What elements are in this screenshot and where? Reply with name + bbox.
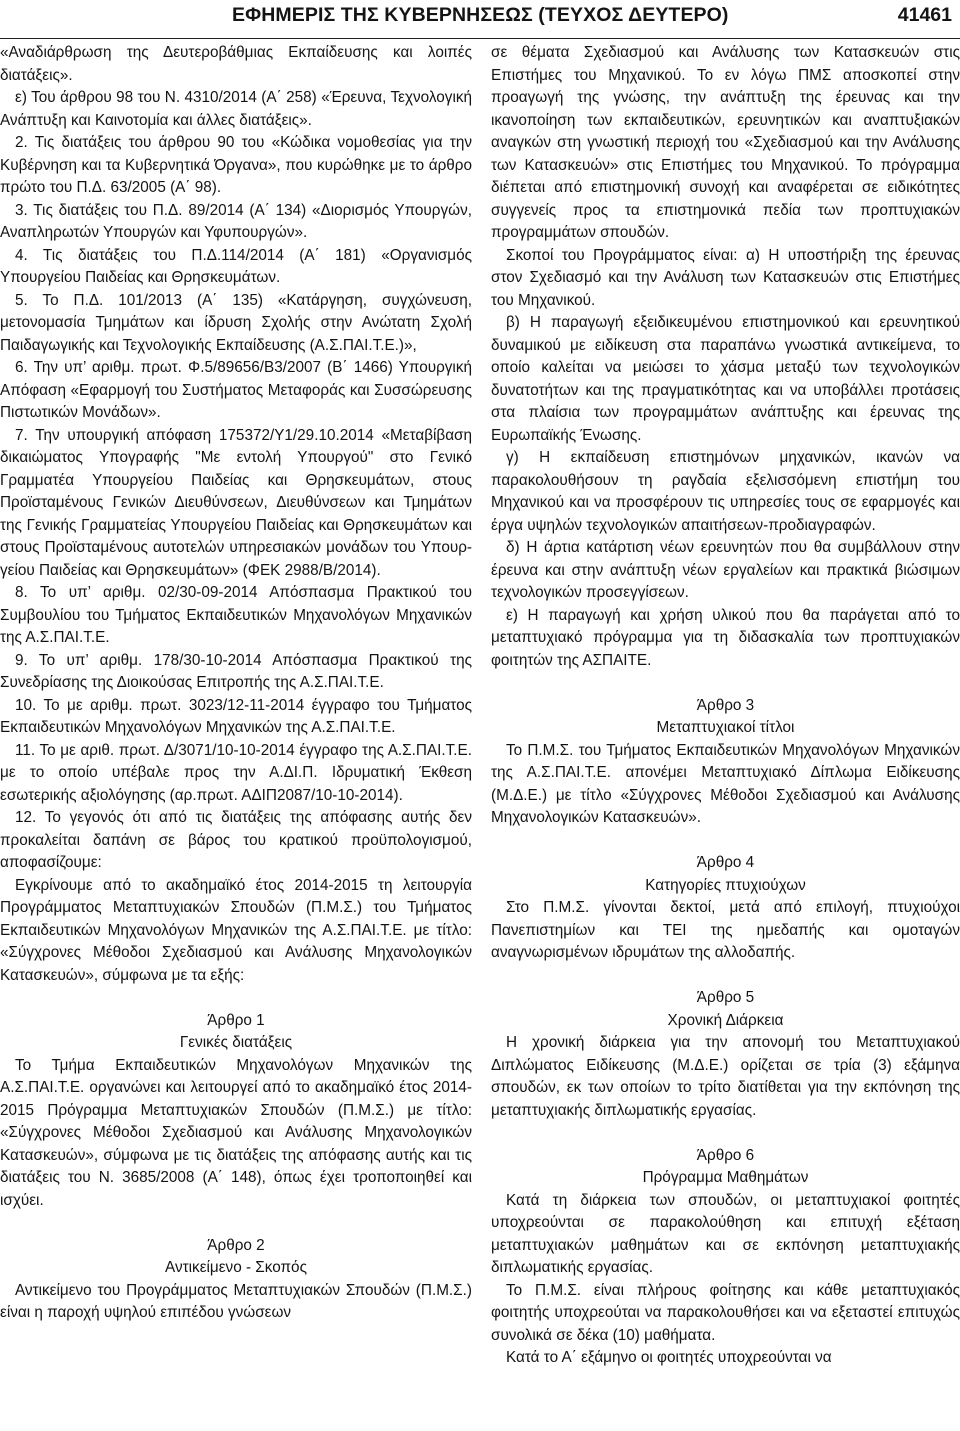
text-paragraph: ε) Του άρθρου 98 του Ν. 4310/2014 (Α΄ 258) «Έρευνα, Τεχνολογική Ανάπτυξη και Καινοτομία και άλλες διατάξεις». [0,89,472,129]
text-paragraph: Σκοποί του Προγράμματος είναι: α) Η υποστήριξη της έρευνας στον Σχεδιασμό και την Ανάλυση των Κατασκευών στις Επιστήμες του Μηχανικού. [491,246,960,309]
text-paragraph: Το Τμήμα Εκπαιδευτικών Μηχανολόγων Μηχανικών της Α.Σ.ΠΑΙ.Τ.Ε. οργανώνει και λειτουργεί από το ακαδημαϊκό έτος 2014-2015 Πρόγραμμα Μεταπτυχιακών Σπουδών (Π.Μ.Σ.) με τίτλο: «Σύγχρονες Μέθοδοι Σχεδιασμού και Ανάλυσης Μηχανολογικών Κατασκευών», σύμφωνα με τις διατάξεις της απόφασης αυτής και τις διατάξεις του Ν. 3685/2008 (Α΄ 148), όπως έχει τροποποιηθεί και ισχύει. [0,1056,472,1209]
article-heading: Άρθρο 3 [696,696,755,714]
article-title: Γενικές διατάξεις [179,1034,293,1051]
article-title: Αντικείμενο - Σκοπός [165,1259,307,1276]
article-title: Χρονική Διάρκεια [667,1011,784,1029]
gazette-title: ΕΦΗΜΕΡΙΣ ΤΗΣ ΚΥΒΕΡΝΗΣΕΩΣ (ΤΕΥΧΟΣ ΔΕΥΤΕΡΟ) [232,4,729,26]
left-column [0,42,472,1325]
text-paragraph: «Αναδιάρθρωση της Δευτεροβάθμιας Εκπαίδευσης και λοιπές διατάξεις». [0,44,472,84]
text-paragraph: 7. Την υπουργική απόφαση 175372/Υ1/29.10.2014 «Μεταβίβαση δικαιώματος Υπογραφής "Με εντολή Υπουργού" στο Γενικό Γραμματέα Υπουργείου Παιδείας και Θρησκευμάτων, στους Προϊσταμένους Γενικών Διευθύνσεων, Διευθύνσεων και Τμημάτων της Γενικής Γραμματείας Υπουργείου Παιδείας και Θρησκευμάτων και στους Προϊσταμένους αυτοτελών υπηρεσιακών μονάδων του Υπουργείου Παιδείας και Θρησκευμάτων» (ΦΕΚ 2988/Β/2014). [0,426,472,579]
article-title: Πρόγραμμα Μαθημάτων [642,1169,809,1186]
text-paragraph: Στο Π.Μ.Σ. γίνονται δεκτοί, μετά από επιλογή, πτυχιούχοι Πανεπιστημίων και ΤΕΙ της ημεδαπής και ομοταγών αναγνωρισμένων ιδρυμάτων της αλλοδαπής. [491,899,960,961]
text-paragraph: β) Η παραγωγή εξειδικευμένου επιστημονικού και ερευνητικού δυναμικού με ειδίκευση στα παραπάνω γνωστικά αντικείμενα, το οποίο καλείται να μειώσει το χάσμα μεταξύ των τεχνολογικών δυνατοτήτων και της πραγματικότητας και να υποβάλλει προτάσεις στα πλαίσια των προγραμμάτων ανάπτυξης και έρευνας της Ευρωπαϊκής Ένωσης. [491,314,960,444]
text-paragraph: Η χρονική διάρκεια για την απονομή του Μεταπτυχιακού Διπλώματος Ειδίκευσης (Μ.Δ.Ε.) ορίζεται σε τρία (3) εξάμηνα σπουδών, εκ των οποίων το τρίτο διατίθεται για την εκπόνηση της μεταπτυχιακής διπλωματικής εργασίας. [491,1034,960,1119]
text-paragraph: 5. Το Π.Δ. 101/2013 (Α΄ 135) «Κατάργηση, συγχώνευση, μετονομασία Τμημάτων και ίδρυση Σχολής στην Ανώτατη Σχολή Παιδαγωγικής και Τεχνολογικής Εκπαίδευσης (Α.Σ.ΠΑΙ.Τ.Ε.)», [0,291,472,354]
article-heading: Άρθρο 5 [696,989,755,1006]
text-paragraph: 12. Το γεγονός ότι από τις διατάξεις της απόφασης αυτής δεν προκαλείται δαπάνη σε βάρος του κρατικού προϋπολογισμού, αποφασίζουμε: [0,809,472,871]
text-paragraph: Κατά τη διάρκεια των σπουδών, οι μεταπτυχιακοί φοιτητές υποχρεούνται σε παρακολούθηση και επιτυχή εξέταση μεταπτυχιακών μαθημάτων και σε εκπόνηση μεταπτυχιακής διπλωματικής εργασίας. [491,1191,960,1276]
article-title: Κατηγορίες πτυχιούχων [645,876,806,894]
text-paragraph: γ) Η εκπαίδευση επιστημόνων μηχανικών, ικανών να παρακολουθήσουν τη ραγδαία εξελισσόμενη επιστήμη του Μηχανικού και να προσφέρουν τις υπηρεσίες τους σε εφαρμογές και έργα υψηλών τεχνολογικών απαιτήσεων-προδιαγραφών. [491,449,960,534]
article-title: Μεταπτυχιακοί τίτλοι [656,719,795,736]
right-column [491,42,960,1370]
article-heading: Άρθρο 1 [207,1011,265,1029]
page-number: 41461 [897,4,952,26]
article-heading: Άρθρο 6 [696,1146,755,1164]
text-paragraph: 10. Το με αριθμ. πρωτ. 3023/12-11-2014 έγγραφο του Τμήματος Εκπαιδευτικών Μηχανολόγων Μηχανικών της Α.Σ.ΠΑΙ.Τ.Ε. [0,696,472,736]
article-heading: Άρθρο 2 [207,1236,265,1254]
text-paragraph: Εγκρίνουμε από το ακαδημαϊκό έτος 2014-2015 τη λειτουργία Προγράμματος Μεταπτυχιακών Σπουδών (Π.Μ.Σ.) του Τμήματος Εκπαιδευτικών Μηχανολόγων Μηχανικών της Α.Σ.ΠΑΙ.Τ.Ε. με τίτλο: «Σύγχρονες Μέθοδοι Σχεδιασμού και Ανάλυσης Μηχανολογικών Κατασκευών», σύμφωνα με τα εξής: [0,876,472,984]
text-paragraph: Το Π.Μ.Σ. του Τμήματος Εκπαιδευτικών Μηχανολόγων Μηχανικών της Α.Σ.ΠΑΙ.Τ.Ε. απονέμει Μεταπτυχιακό Δίπλωμα Ειδίκευσης (Μ.Δ.Ε.) με τίτλο «Σύγχρονες Μέθοδοι Σχεδιασμού και Ανάλυσης Μηχανολογικών Κατασκευών». [491,741,960,826]
text-paragraph: Κατά το Α΄ εξάμηνο οι φοιτητές υποχρεούνται να [506,1349,832,1366]
text-paragraph: 6. Την υπ’ αριθμ. πρωτ. Φ.5/89656/Β3/2007 (Β΄ 1466) Υπουργική Απόφαση «Εφαρμογή του Συστήματος Μεταφοράς και Συσσώρευσης Πιστωτικών Μονάδων». [0,359,472,421]
text-paragraph: Αντικείμενο του Προγράμματος Μεταπτυχιακών Σπουδών (Π.Μ.Σ.) είναι η παροχή υψηλού επιπέδου γνώσεων [0,1281,472,1321]
text-paragraph: Το Π.Μ.Σ. είναι πλήρους φοίτησης και κάθε μεταπτυχιακός φοιτητής υποχρεούται να παρακολουθήσει και να εξεταστεί επιτυχώς συνολικά σε δέκα (10) μαθήματα. [491,1281,960,1344]
text-paragraph: σε θέματα Σχεδιασμού και Ανάλυσης των Κατασκευών στις Επιστήμες του Μηχανικού. Το εν λόγω ΠΜΣ αποσκοπεί στην προαγωγή της γνώσης, την ανάπτυξη της έρευνας και την ικανοποίηση των εκπαιδευτικών, ερευνητικών και αναπτυξιακών αναγκών στη γνωστική περιοχή του «Σχεδιασμού και την Ανάλυσης των Κατασκευών» στις Επιστήμες του Μηχανικού. Το πρόγραμμα διέπεται από επιστημονική συνοχή και αναφέρεται σε ειδικότητες συγγενείς προς τα επιστημονικά πεδία των προπτυχιακών προγραμμάτων σπουδών. [491,44,960,241]
text-paragraph: δ) Η άρτια κατάρτιση νέων ερευνητών που θα συμβάλλουν στην έρευνα και στην ανάπτυξη νέων εργαλείων και πρακτικά βιώσιμων τεχνολογικών προσεγγίσεων. [491,539,960,601]
text-paragraph: 8. Το υπ’ αριθμ. 02/30-09-2014 Απόσπασμα Πρακτικού του Συμβουλίου του Τμήματος Εκπαιδευτικών Μηχανολόγων Μηχανικών της Α.Σ.ΠΑΙ.Τ.Ε. [0,584,472,646]
text-paragraph: 4. Τις διατάξεις του Π.Δ.114/2014 (Α΄ 181) «Οργανισμός Υπουργείου Παιδείας και Θρησκευμάτων. [0,246,472,286]
text-paragraph: 2. Τις διατάξεις του άρθρου 90 του «Κώδικα νομοθεσίας για την Κυβέρνηση και τα Κυβερνητικά Όργανα», που κυρώθηκε με το άρθρο πρώτο του Π.Δ. 63/2005 (Α΄ 98). [0,134,472,196]
text-paragraph: 9. Το υπ’ αριθμ. 178/30-10-2014 Απόσπασμα Πρακτικού της Συνεδρίασης της Διοικούσας Επιτροπής της Α.Σ.ΠΑΙ.Τ.Ε. [0,651,472,691]
text-paragraph: 3. Τις διατάξεις του Π.Δ. 89/2014 (Α΄ 134) «Διορισμός Υπουργών, Αναπληρωτών Υπουργών και Υφυπουργών». [0,201,472,241]
article-heading: Άρθρο 4 [696,854,755,871]
text-paragraph: ε) Η παραγωγή και χρήση υλικού που θα παράγεται από το μεταπτυχιακό πρόγραμμα για τη διδασκαλία των προπτυχιακών φοιτητών της ΑΣΠΑΙΤΕ. [491,606,960,669]
page-header [0,0,960,39]
text-paragraph: 11. Το με αριθ. πρωτ. Δ/3071/10-10-2014 έγγραφο της Α.Σ.ΠΑΙ.Τ.Ε. με το οποίο υπέβαλε προς την Α.ΔΙ.Π. Ιδρυματική Έκθεση εσωτερικής αξιολόγησης (αρ.πρωτ. ΑΔΙΠ2087/10-10-2014). [0,741,472,804]
